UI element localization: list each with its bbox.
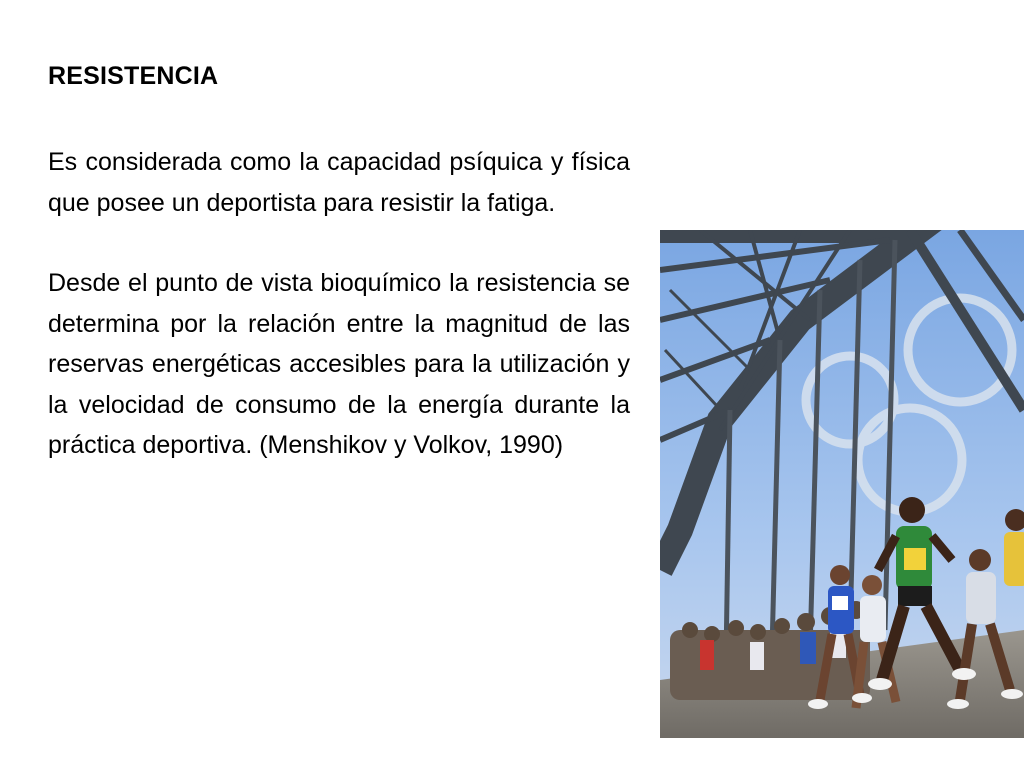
marathon-photo [660,230,1024,738]
paragraph-biochemical: Desde el punto de vista bioquímico la resistencia se determina por la relación entre la magnitud de las reservas energéticas accesibles para la utilización y la velocidad de consumo de la energía durante la práctica deportiva. (Menshikov y Volkov, 1990) [48,269,630,459]
slide-title: RESISTENCIA [48,62,219,90]
slide-body [48,142,630,466]
paragraph-definition: Es considerada como la capacidad psíquica y física que posee un deportista para resistir la fatiga. [48,148,630,217]
